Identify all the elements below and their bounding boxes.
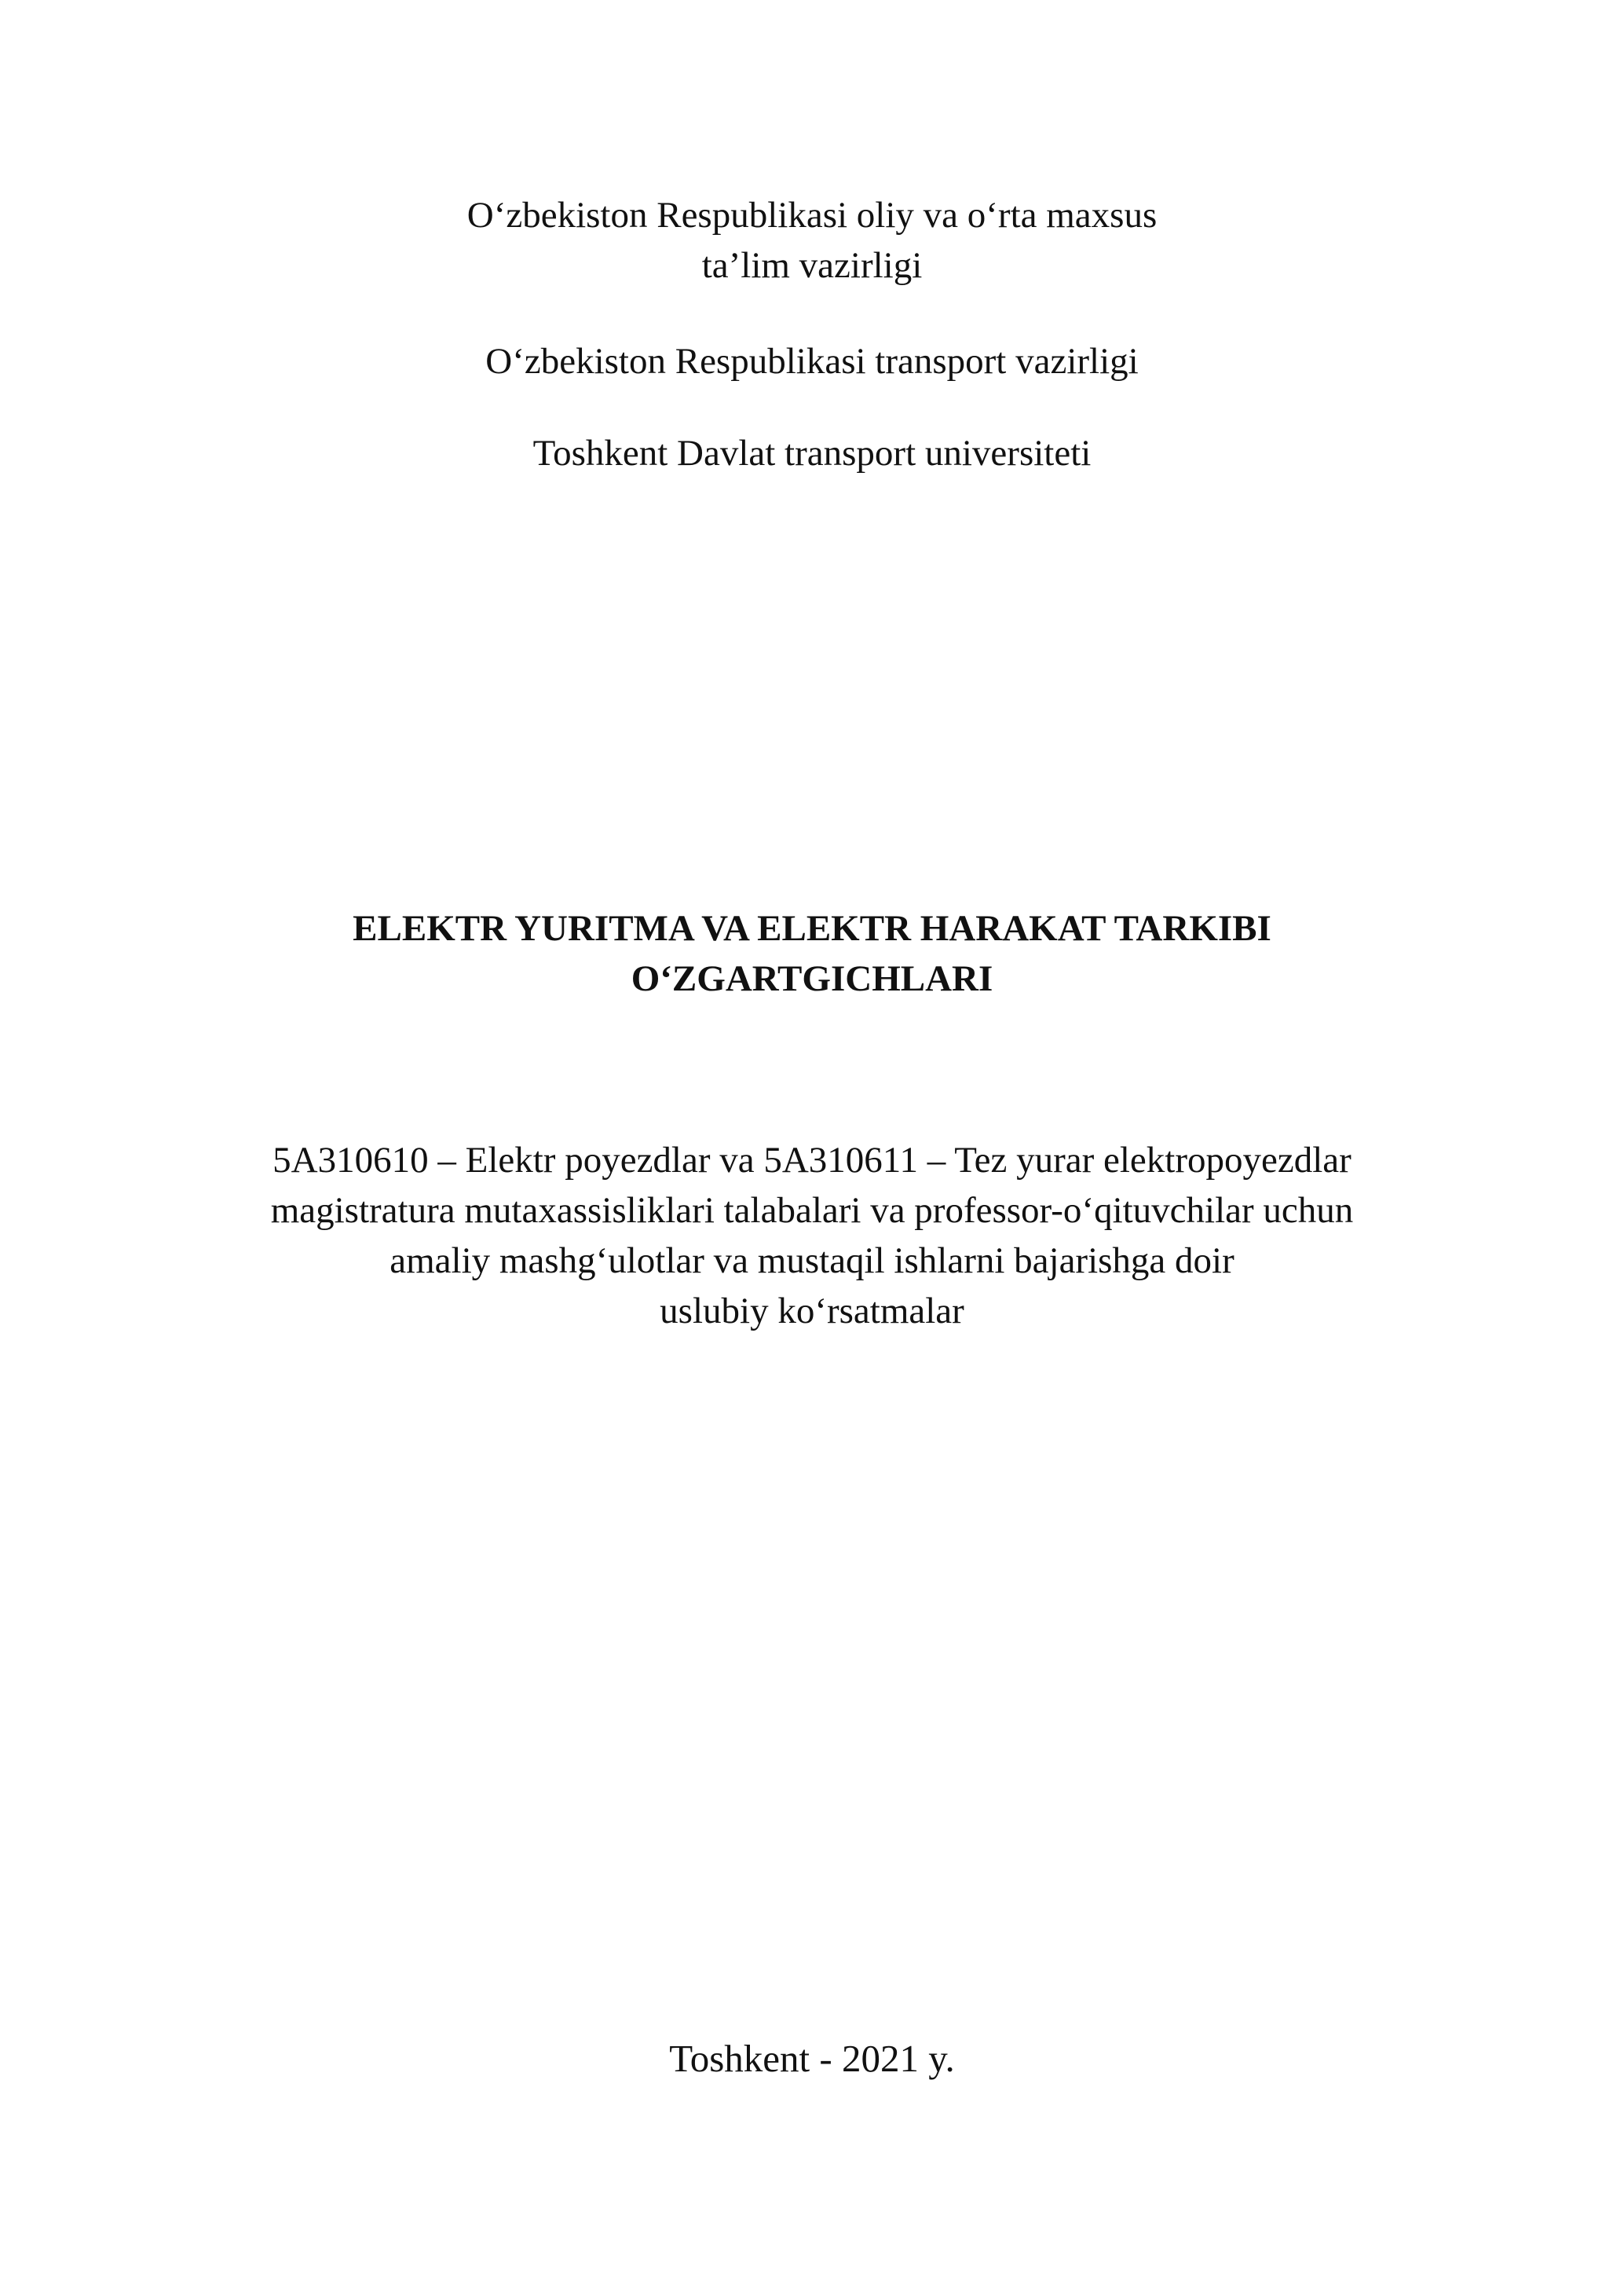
subtitle-line-2: magistratura mutaxassisliklari talabalari va professor-o‘qituvchilar uchun: [270, 1190, 1354, 1231]
university-name: [0, 428, 1624, 478]
title-line-2: O‘ZGARTGICHLARI: [631, 958, 993, 999]
title-line-1: ELEKTR YURITMA VA ELEKTR HARAKAT TARKIBI: [353, 908, 1271, 949]
university-line: Toshkent Davlat transport universiteti: [532, 433, 1092, 474]
ministry-line-1: O‘zbekiston Respublikasi oliy va o‘rta maxsus: [466, 195, 1158, 236]
document-subtitle: [0, 1135, 1624, 1336]
subtitle-line-4: uslubiy ko‘rsatmalar: [660, 1291, 964, 1331]
document-title: [0, 903, 1624, 1004]
ministry-line-2: ta’lim vazirligi: [701, 245, 923, 286]
ministry-transport-line: O‘zbekiston Respublikasi transport vazirligi: [485, 341, 1139, 382]
ministry-of-education: [0, 190, 1624, 291]
ministry-of-transport: [0, 336, 1624, 386]
footer-line: Toshkent - 2021 y.: [669, 2037, 955, 2080]
subtitle-line-1: 5A310610 – Elektr poyezdlar va 5A310611 – Tez yurar elektropoyezdlar: [272, 1140, 1352, 1181]
place-and-year: [0, 2033, 1624, 2085]
subtitle-line-3: amaliy mashg‘ulotlar va mustaqil ishlarni bajarishga doir: [390, 1240, 1234, 1281]
